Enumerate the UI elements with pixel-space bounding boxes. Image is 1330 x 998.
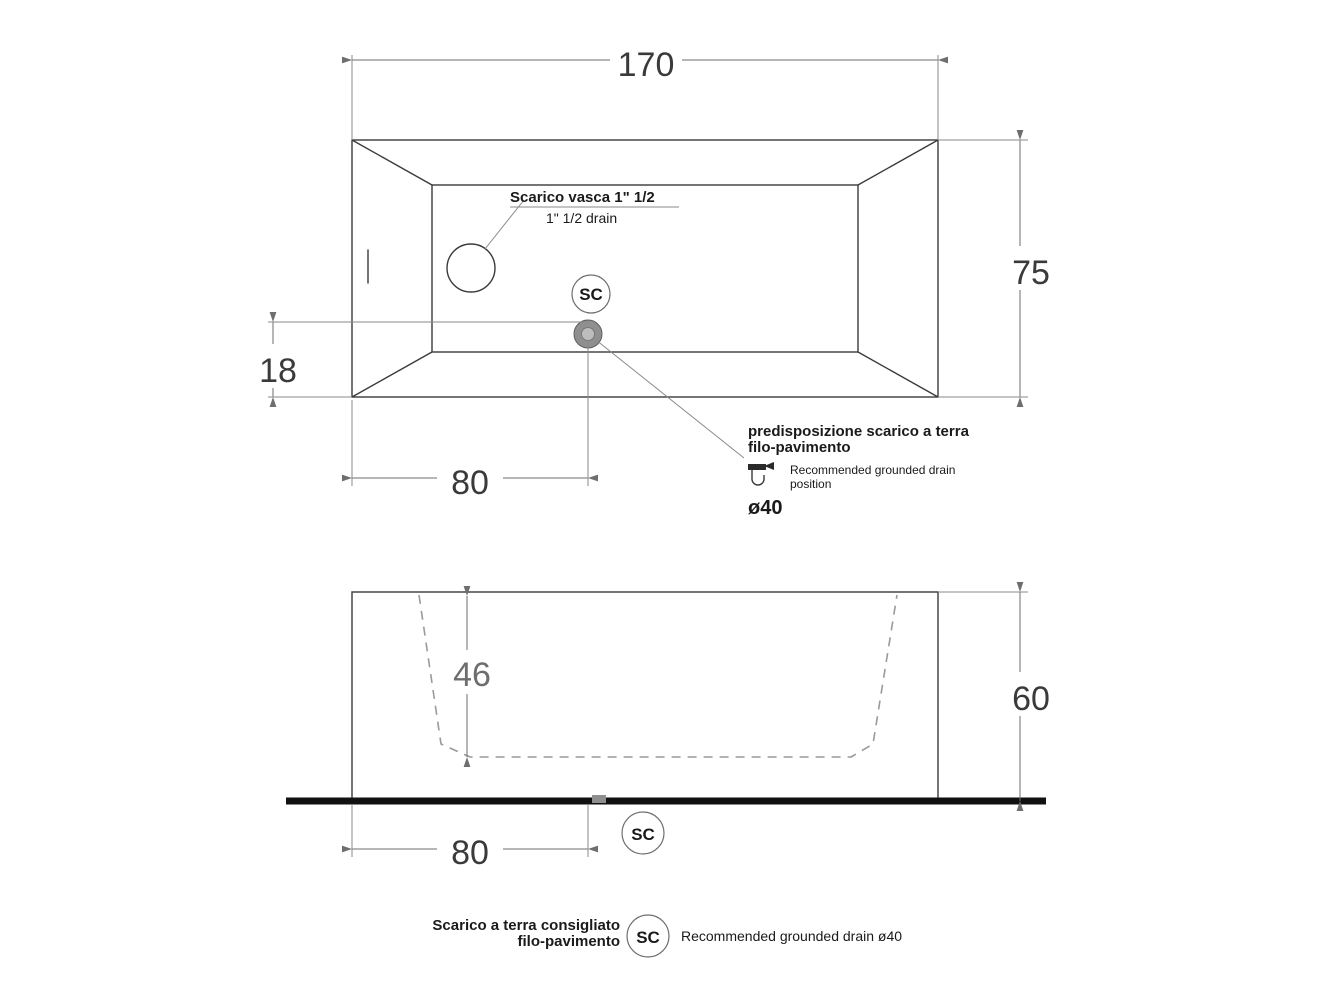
dimension-front-offset-horizontal bbox=[352, 805, 588, 872]
legend-it-line1: Scarico a terra consigliato bbox=[432, 917, 620, 934]
dimension-170-label: 170 bbox=[617, 46, 675, 84]
dimension-top-width bbox=[352, 38, 938, 140]
dimension-top-offset-horizontal bbox=[352, 340, 588, 502]
drain-label-en: 1" 1/2 drain bbox=[546, 210, 618, 226]
ground-drain-label-it-1: predisposizione scarico a terra bbox=[748, 423, 969, 440]
dimension-front-height bbox=[938, 592, 1062, 801]
ground-drain-label-en-1: Recommended grounded drain bbox=[790, 463, 956, 477]
dimension-80-front-label: 80 bbox=[451, 834, 489, 872]
dimension-80-top-label: 80 bbox=[451, 464, 489, 502]
legend-en-label: Recommended grounded drain ø40 bbox=[681, 928, 903, 944]
dimension-46-label: 46 bbox=[453, 656, 491, 694]
front-view-geometry bbox=[286, 592, 1046, 803]
dimension-front-depth bbox=[443, 596, 505, 757]
drain-label-it: Scarico vasca 1" 1/2 bbox=[510, 189, 655, 206]
diameter-label: ø40 bbox=[748, 497, 783, 519]
dimension-top-height bbox=[938, 140, 1062, 397]
sc-badge-top-label: SC bbox=[579, 285, 603, 304]
ground-drain-label-it-2: filo-pavimento bbox=[748, 439, 851, 456]
drain-callout bbox=[485, 189, 679, 249]
legend bbox=[432, 915, 902, 957]
ground-drain-label-en-2: position bbox=[790, 477, 832, 491]
sc-badge-front-label: SC bbox=[631, 825, 655, 844]
dimension-18-label: 18 bbox=[259, 352, 297, 390]
sc-badge-front-view bbox=[622, 812, 664, 854]
sc-badge-top-view bbox=[572, 275, 610, 313]
dimension-75-label: 75 bbox=[1012, 254, 1050, 292]
ground-drain-callout bbox=[596, 340, 970, 519]
siphon-icon bbox=[748, 462, 774, 485]
legend-badge-label: SC bbox=[636, 928, 660, 947]
dimension-60-label: 60 bbox=[1012, 680, 1050, 718]
legend-it-line2: filo-pavimento bbox=[517, 933, 620, 950]
top-view-geometry bbox=[352, 140, 938, 397]
